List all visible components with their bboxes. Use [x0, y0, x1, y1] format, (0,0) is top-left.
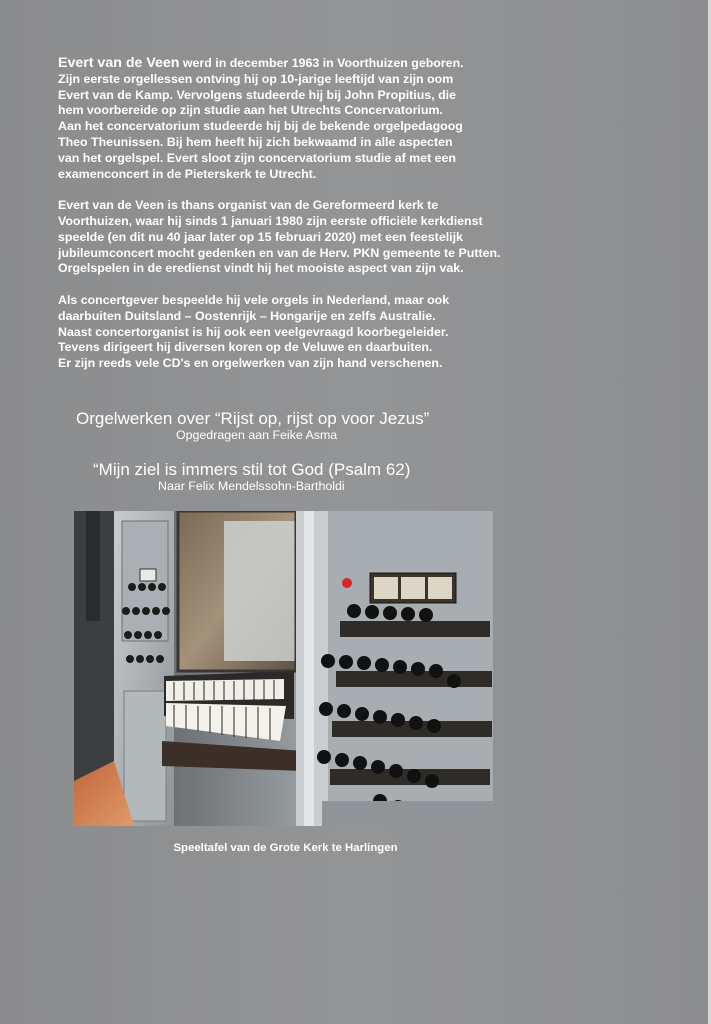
bio-line: Zijn eerste orgellessen ontving hij op 10-jarige leeftijd van zijn oom — [58, 71, 454, 86]
bio-paragraph-2 — [58, 198, 658, 277]
bio-line: Voorthuizen, waar hij sinds 1 januari 1980 zijn eerste officiële kerkdienst — [58, 213, 483, 228]
photo-caption — [0, 842, 711, 854]
bio-line: Naast concertorganist is hij ook een veelgevraagd koorbegeleider. — [58, 324, 449, 339]
work-subtitle-1: Opgedragen aan Feike Asma — [176, 428, 338, 442]
bio-line: Als concertgever bespeelde hij vele orgels in Nederland, maar ook — [58, 292, 450, 307]
biography — [58, 56, 658, 388]
work-subtitle-2: Naar Felix Mendelssohn-Bartholdi — [158, 479, 345, 493]
work-title-2: “Mijn ziel is immers stil tot God (Psalm 62) — [93, 460, 411, 479]
caption-text: Speeltafel van de Grote Kerk te Harlingen — [173, 842, 398, 854]
bio-line: hem voorbereide op zijn studie aan het Utrechts Concervatorium. — [58, 103, 443, 118]
bio-line: speelde (en dit nu 40 jaar later op 15 februari 2020) met een feestelijk — [58, 229, 463, 244]
bio-paragraph-1 — [58, 56, 658, 182]
bio-line: examenconcert in de Pieterskerk te Utrecht. — [58, 166, 317, 181]
bio-intro: werd in december 1963 in Voorthuizen geboren. — [179, 56, 464, 70]
bio-line: Er zijn reeds vele CD's en orgelwerken van zijn hand verschenen. — [58, 356, 443, 371]
bio-line: Aan het concervatorium studeerde hij bij de bekende orgelpedagoog — [58, 119, 463, 134]
bio-line: van het orgelspel. Evert sloot zijn concervatorium studie af met een — [58, 150, 456, 165]
work-title-1: Orgelwerken over “Rijst op, rijst op voor Jezus” — [76, 409, 430, 428]
artist-name: Evert van de Veen — [58, 55, 180, 71]
bio-line: daarbuiten Duitsland – Oostenrijk – Hongarije en zelfs Australie. — [58, 308, 436, 323]
bio-line: Evert van de Kamp. Vervolgens studeerde hij bij John Propitius, die — [58, 87, 456, 102]
bio-line: jubileumconcert mocht gedenken en van de Herv. PKN gemeente te Putten. — [58, 245, 501, 260]
bio-line: Tevens dirigeert hij diversen koren op de Veluwe en daarbuiten. — [58, 340, 433, 355]
organ-console-photo — [74, 511, 493, 826]
bio-line: Orgelspelen in de eredienst vindt hij het mooiste aspect van zijn vak. — [58, 261, 464, 276]
bio-line: Evert van de Veen is thans organist van de Gereformeerd kerk te — [58, 198, 439, 213]
bio-paragraph-3 — [58, 293, 658, 372]
bio-line: Theo Theunissen. Bij hem heeft hij zich bekwaamd in alle aspecten — [58, 134, 453, 149]
